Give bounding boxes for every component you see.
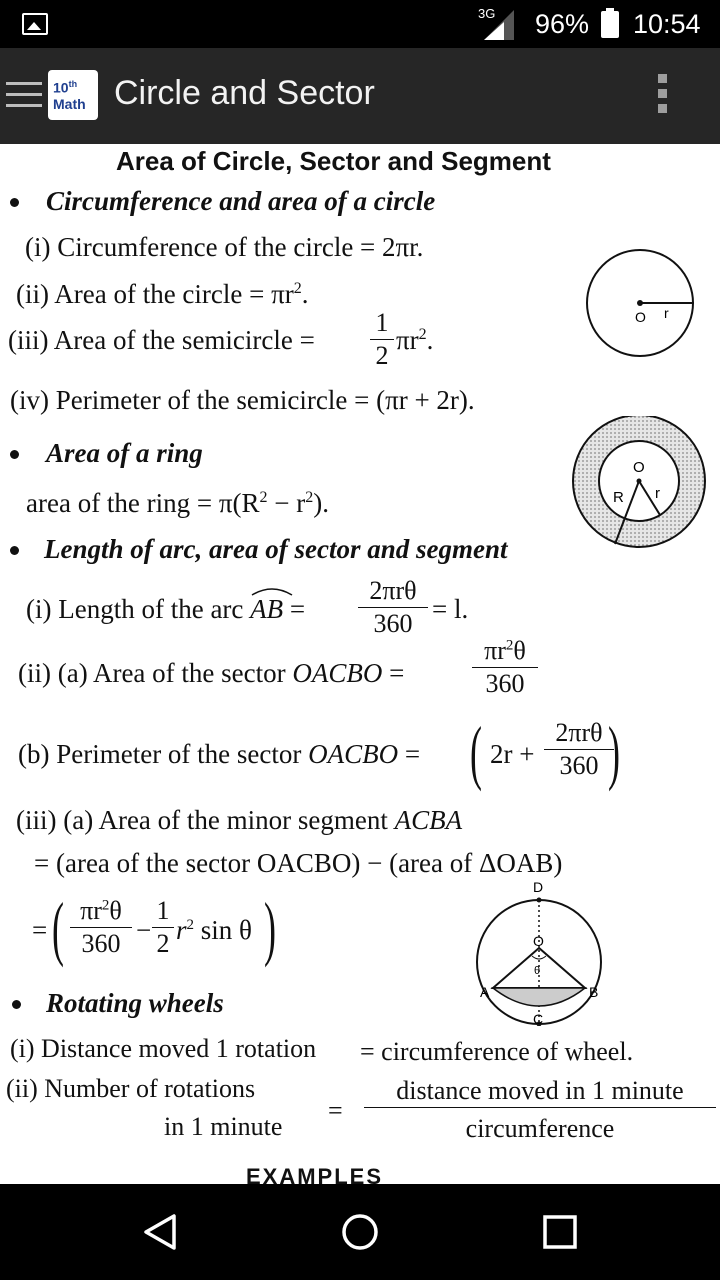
app-logo[interactable] xyxy=(48,70,98,120)
page-heading: Area of Circle, Sector and Segment xyxy=(116,146,551,176)
section-title-arc-sector: Length of arc, area of sector and segment xyxy=(44,534,508,564)
formula-distance-rotation: (i) Distance moved 1 rotation xyxy=(10,1034,317,1063)
logo-grade-suffix: th xyxy=(68,79,78,89)
formula-circumference: (i) Circumference of the circle = 2πr. xyxy=(25,232,424,262)
formula-minor-segment-line2: = (area of the sector OACBO) − (area of ΔOAB) xyxy=(34,848,563,878)
section-title-wheels: Rotating wheels xyxy=(46,988,224,1018)
formula-minor-segment: (iii) (a) Area of the minor segment ACBA xyxy=(16,805,463,835)
section-title-ring: Area of a ring xyxy=(46,438,203,468)
clock: 10:54 xyxy=(633,9,701,39)
formula-segment-tail: $r^2$ sin θ xyxy=(176,915,252,945)
fig3-label-c: C xyxy=(533,1011,544,1026)
fraction-sector-area: $\frac{\pi r^2\theta}{360}$ xyxy=(472,638,538,697)
right-paren: ) xyxy=(608,712,620,792)
fraction-segment-2: $\frac{1}{2}$ xyxy=(152,898,174,957)
overflow-menu-icon[interactable] xyxy=(656,74,670,118)
formula-circle-area: (ii) Area of the circle = $\pi r^2$. xyxy=(16,279,309,309)
left-paren: ( xyxy=(52,888,64,968)
formula-semicircle-area: (iii) Area of the semicircle = xyxy=(8,325,315,355)
fig2-center-label: O xyxy=(633,459,645,476)
equals-sign: = xyxy=(328,1096,343,1125)
formula-distance-rotation-value: = circumference of wheel. xyxy=(360,1037,634,1066)
formula-rotations-label-2: in 1 minute xyxy=(164,1112,283,1141)
back-icon[interactable] xyxy=(140,1212,180,1252)
fig3-label-a: A xyxy=(480,984,490,1000)
logo-subject: Math xyxy=(53,95,86,112)
formula-rotations-label: (ii) Number of rotations xyxy=(6,1074,256,1103)
examples-heading: EXAMPLES xyxy=(246,1164,384,1184)
formula-sector-area: (ii) (a) Area of the sector OACBO = xyxy=(18,658,405,688)
fraction-rotations: distance moved in 1 minute circumference xyxy=(364,1078,716,1142)
formula-ring-area: area of the ring = $\pi(R^2 - r^2)$. xyxy=(26,488,329,518)
minus-sign: − xyxy=(136,915,152,945)
formula-arc-length-end: = l. xyxy=(432,594,469,624)
fraction-arc: 2πrθ 360 xyxy=(358,578,428,637)
fig1-center-label: O xyxy=(635,309,646,325)
fig3-label-o: O xyxy=(533,933,544,949)
app-title: Circle and Sector xyxy=(114,74,375,112)
fraction-perimeter: 2πrθ 360 xyxy=(544,720,614,779)
formula-semicircle-perimeter: (iv) Perimeter of the semicircle = (πr + 2r). xyxy=(10,385,475,415)
fig2-outer-radius-label: R xyxy=(613,489,624,506)
section-title-circle: Circumference and area of a circle xyxy=(46,186,436,216)
signal-icon xyxy=(480,10,514,40)
formula-sector-perimeter: (b) Perimeter of the sector OACBO = xyxy=(18,739,421,769)
fraction-half: $\frac{1}{2}$ xyxy=(370,310,394,369)
menu-icon[interactable] xyxy=(6,82,42,108)
formula-semicircle-area-tail: $\pi r^2$. xyxy=(396,325,434,355)
right-paren: ) xyxy=(264,888,276,968)
segment-figure xyxy=(472,880,612,1026)
arc-ab-label: AB xyxy=(250,594,284,624)
recents-icon[interactable] xyxy=(542,1214,578,1250)
network-type: 3G xyxy=(478,6,496,21)
bullet xyxy=(12,1000,21,1009)
fig3-label-theta: θ xyxy=(534,965,541,977)
fig3-label-b: B xyxy=(589,984,599,1000)
bullet xyxy=(10,546,19,555)
bullet xyxy=(10,450,19,459)
circle-radius-figure xyxy=(584,248,698,358)
battery-percent: 96% xyxy=(535,9,590,39)
fig1-radius-label: r xyxy=(664,305,669,321)
navigation-bar xyxy=(0,1184,720,1280)
image-notification-icon xyxy=(22,13,48,35)
status-bar xyxy=(0,0,720,48)
battery-icon xyxy=(601,11,619,38)
app-bar xyxy=(0,48,720,144)
logo-grade: 10 xyxy=(53,79,69,96)
content-page[interactable] xyxy=(0,144,720,1184)
equals-sign: = xyxy=(32,915,48,945)
perimeter-term: 2r + xyxy=(490,739,535,769)
ring-figure xyxy=(570,416,710,548)
formula-arc-length: (i) Length of the arc AB = xyxy=(26,596,305,623)
bullet xyxy=(10,198,19,207)
fig2-inner-radius-label: r xyxy=(655,485,660,502)
home-icon[interactable] xyxy=(340,1212,380,1252)
arc-symbol xyxy=(250,586,294,596)
fig3-label-d: D xyxy=(533,880,544,895)
left-paren: ( xyxy=(470,712,482,792)
fraction-segment-1: $\frac{\pi r^2\theta}{360}$ xyxy=(70,898,132,957)
